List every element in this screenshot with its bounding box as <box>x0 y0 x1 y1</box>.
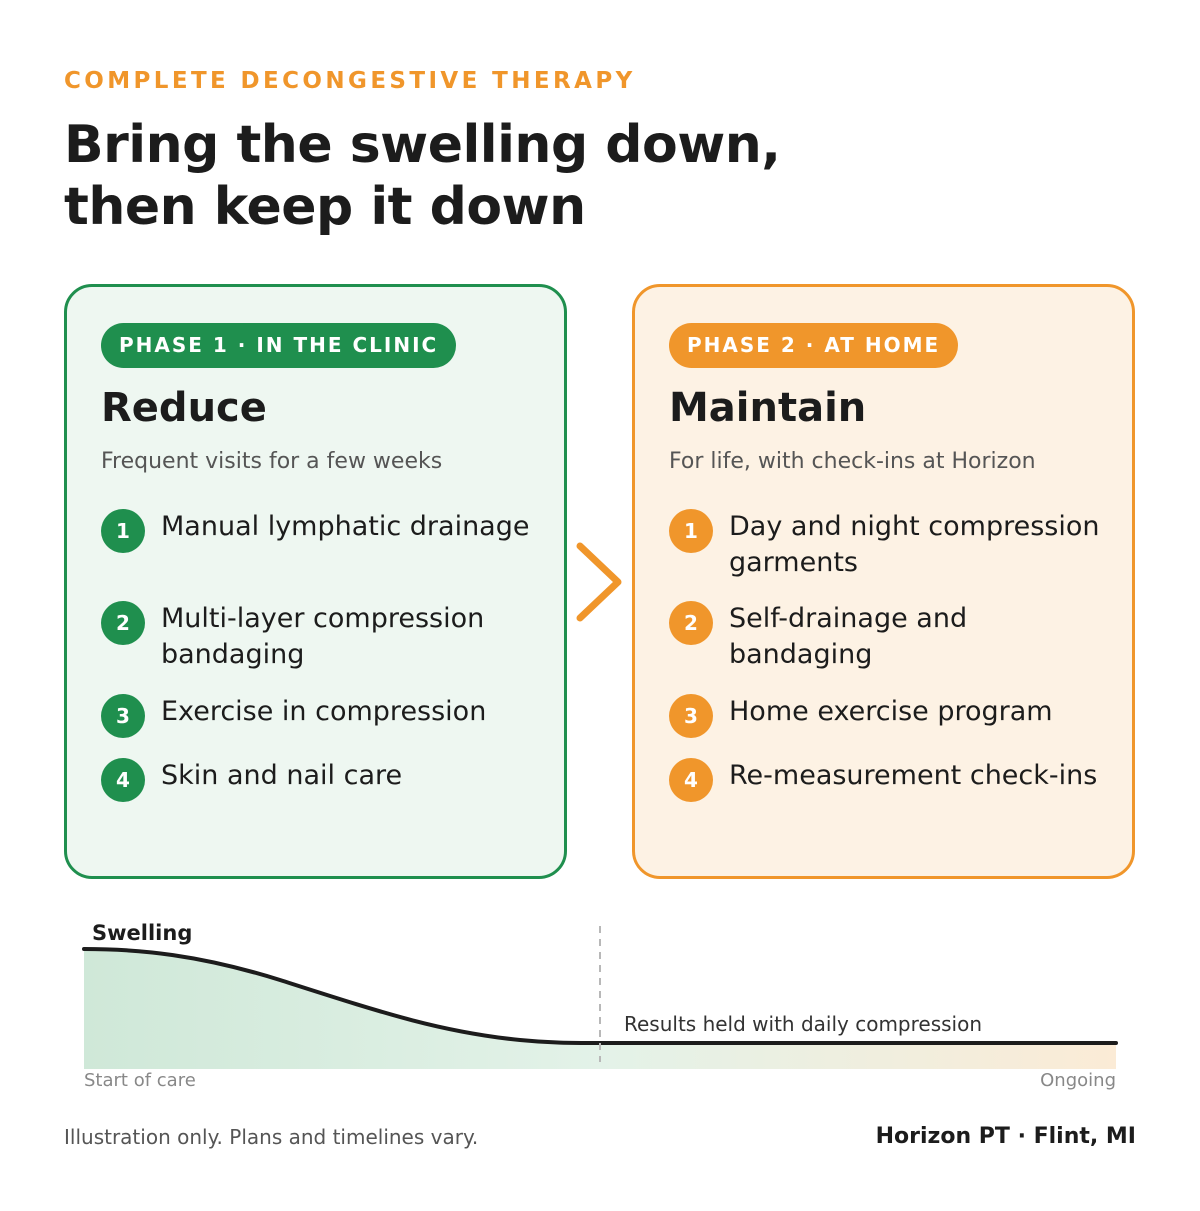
phase-1-step <box>101 601 541 673</box>
phase-2-card <box>632 284 1135 879</box>
footnote: Illustration only. Plans and timelines vary. <box>64 1125 479 1149</box>
phase-2-step <box>669 758 1109 802</box>
phase-1-step <box>101 509 541 553</box>
phase-1-pill: PHASE 1 · IN THE CLINIC <box>101 323 456 368</box>
phase-1-card <box>64 284 567 879</box>
phase-2-step <box>669 601 1109 673</box>
step-number-badge: 2 <box>669 601 713 645</box>
headline <box>64 114 781 238</box>
step-text: Skin and nail care <box>161 760 403 791</box>
step-text: Multi-layer compression bandaging <box>161 603 485 670</box>
phase-2-pill: PHASE 2 · AT HOME <box>669 323 958 368</box>
phase-2-step <box>669 694 1109 738</box>
maintain-label: Results held with daily compression <box>624 1012 983 1036</box>
step-number-badge: 3 <box>669 694 713 738</box>
step-text: Day and night compression garments <box>729 511 1100 578</box>
start-label: Start of care <box>84 1070 196 1091</box>
swelling-label: Swelling <box>92 921 193 945</box>
phase-1-step <box>101 758 541 802</box>
step-text: Exercise in compression <box>161 696 487 727</box>
eyebrow: COMPLETE DECONGESTIVE THERAPY <box>64 68 636 94</box>
headline-line-2: then keep it down <box>64 177 586 237</box>
swelling-curve <box>80 920 1120 1075</box>
phase-1-title: Reduce <box>101 385 267 431</box>
phase-2-subtitle: For life, with check-ins at Horizon <box>669 449 1036 474</box>
phase-1-subtitle: Frequent visits for a few weeks <box>101 449 443 474</box>
step-text: Re-measurement check-ins <box>729 760 1098 791</box>
ongoing-label: Ongoing <box>1040 1070 1116 1091</box>
step-number-badge: 4 <box>669 758 713 802</box>
step-number-badge: 4 <box>101 758 145 802</box>
chevron-right-icon <box>574 542 626 622</box>
step-number-badge: 3 <box>101 694 145 738</box>
brand-name: Horizon PT · Flint, MI <box>875 1124 1136 1149</box>
step-number-badge: 1 <box>669 509 713 553</box>
step-text: Manual lymphatic drainage <box>161 511 530 542</box>
step-number-badge: 1 <box>101 509 145 553</box>
phase-1-step <box>101 694 541 738</box>
step-text: Home exercise program <box>729 696 1053 727</box>
phase-2-step <box>669 509 1109 581</box>
phase-2-title: Maintain <box>669 385 867 431</box>
step-number-badge: 2 <box>101 601 145 645</box>
headline-line-1: Bring the swelling down, <box>64 115 781 175</box>
step-text: Self-drainage and bandaging <box>729 603 968 670</box>
